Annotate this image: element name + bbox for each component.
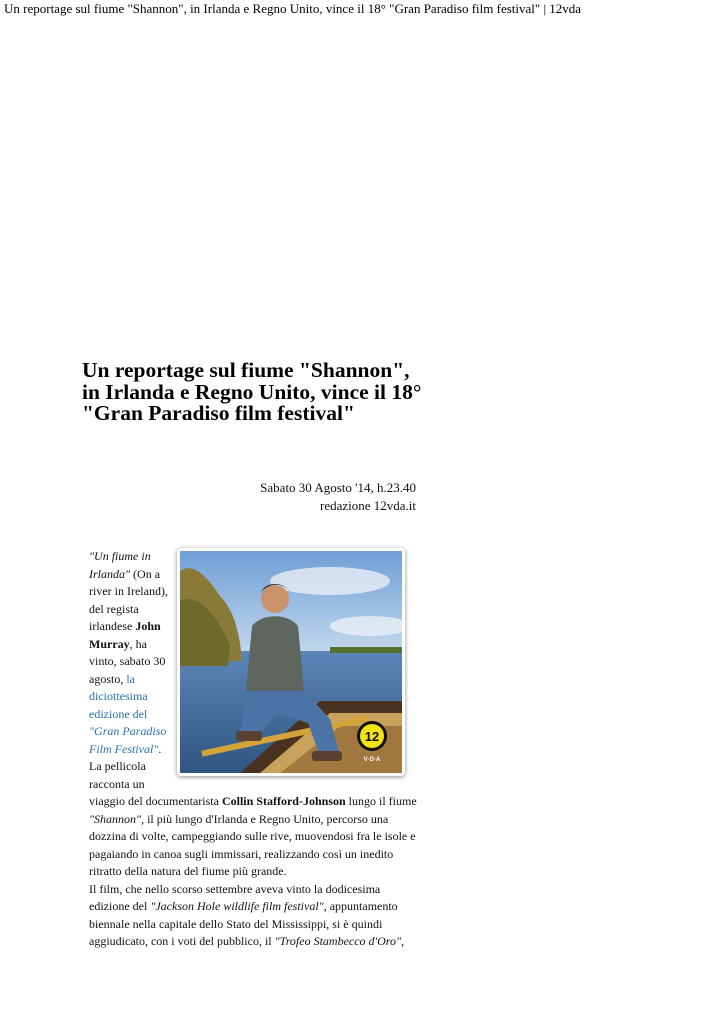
article-date: Sabato 30 Agosto '14, h.23.40 bbox=[260, 480, 416, 495]
page-header: Un reportage sul fiume "Shannon", in Irlanda e Regno Unito, vince il 18° "Gran Paradiso film festival" | 12vda bbox=[4, 1, 582, 16]
article-photo bbox=[177, 548, 405, 776]
article-meta bbox=[200, 479, 416, 514]
festival-link[interactable]: la diciottesima edizione del "Gran Paradiso Film Festival" bbox=[89, 671, 167, 756]
film-title: "Un fiume in Irlanda" bbox=[89, 549, 151, 581]
paragraph-1: "Un fiume in Irlanda" (On a river in Ireland), del regista irlandese John Murray, ha vinto, sabato 30 agosto, la diciottesima edizione del "Gran Paradiso Film Festival". La pellicola racconta un viaggio del documentarista Collin Stafford-Johnson lungo il fiume "Shannon", il più lungo d'Irlanda e Regno Unito, percorso una dozzina di volte, campeggiando sulle rive, muovendosi fra le isole e pagaiando in canoa sugli immissari, realizzando così un inedito ritratto della natura del fiume più grande. bbox=[89, 549, 417, 878]
paragraph-2: Il film, che nello scorso settembre aveva vinto la dodicesima edizione del "Jackson Hole wildlife film festival", appuntamento biennale nella capitale dello Stato del Mississippi, si è quindi aggiudicato, con i voti del pubblico, il "Trofeo Stambecco d'Oro", bbox=[89, 881, 405, 948]
logo-caption: V·D·A bbox=[363, 757, 381, 763]
jackson-hole-festival: "Jackson Hole wildlife film festival" bbox=[150, 899, 324, 913]
article-author: redazione 12vda.it bbox=[319, 497, 416, 513]
logo-text: 12 bbox=[364, 729, 380, 744]
river-name: "Shannon" bbox=[89, 811, 142, 826]
director-name: John Murray bbox=[89, 619, 161, 651]
article-title: Un reportage sul fiume "Shannon", in Irlanda e Regno Unito, vince il 18° "Gran Paradiso film festival" bbox=[82, 358, 422, 425]
article-body bbox=[89, 548, 419, 951]
documentarist-name: Collin Stafford-Johnson bbox=[221, 794, 346, 808]
trophy-name: "Trofeo Stambecco d'Oro" bbox=[274, 934, 402, 948]
